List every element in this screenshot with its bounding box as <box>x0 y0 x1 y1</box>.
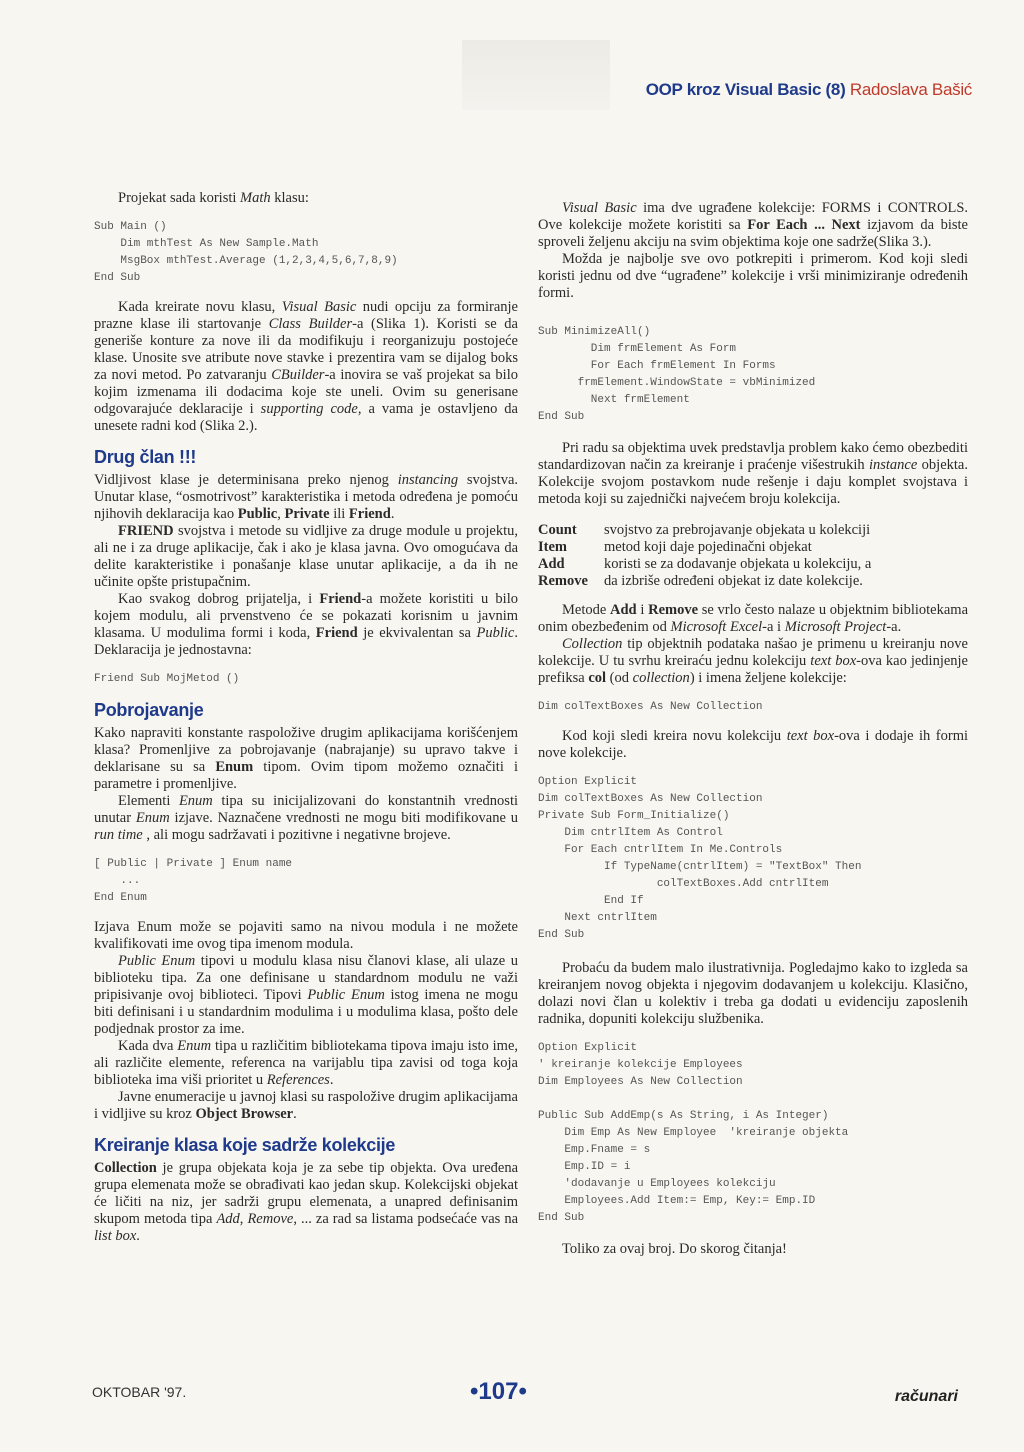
paragraph: Možda je najbolje sve ovo potkrepiti i primerom. Kod koji sledi koristi jednu od dve “ugrađene” kolekcije i vrši minimiziranje određenih formi. <box>538 251 968 301</box>
code-enum: [ Public | Private ] Enum name ... End Enum <box>94 858 293 904</box>
def-desc: metod koji daje pojedinačni objekat <box>604 539 812 555</box>
paragraph: Pri radu sa objektima uvek predstavlja problem kako ćemo obezbediti standardizovan način za kreiranje i praćenje višestrukih instance objekta. Kolekcije svojom postavkom nude rešenje i daju komplet svojstava i metoda koji su zajednički najvećem broju kolekcija. <box>538 440 968 507</box>
code-add-employee: Option Explicit ' kreiranje kolekcije Employees Dim Employees As New Collection Public Sub AddEmp(s As String, i As Integer) Dim Emp As New Employee 'kreiranje objekta Emp.Fname = s Emp.ID = i 'dodavanje u Employees kolekciju Employees.Add Item:= Emp, Key:= Emp.ID End Sub <box>538 1042 849 1224</box>
paragraph: Collection je grupa objekata koja je za sebe tip objekta. Ova uređena grupa elemenata može se obrađivati kao jedan skup. Kolekcijski objekat će ličiti na niz, jer sadrži grupu elemenata, a unapred definisanim skupom metoda tipa Add, Remove, ... za rad sa listama podsećaće vas na list box. <box>94 1160 519 1244</box>
issue-date: OKTOBAR '97. <box>92 1384 187 1400</box>
left-column <box>94 190 518 1245</box>
page-header <box>646 80 972 100</box>
faint-header-image <box>462 40 610 110</box>
closing-paragraph: Toliko za ovaj broj. Do skorog čitanja! <box>562 1241 787 1257</box>
def-desc: koristi se za dodavanje objekata u kolekciju, a <box>604 556 872 572</box>
section-heading-drug-clan: Drug član !!! <box>94 447 197 467</box>
page-number: •107• <box>470 1378 527 1405</box>
code-friend-sub: Friend Sub MojMetod () <box>94 673 240 685</box>
def-term: Count <box>538 522 577 538</box>
def-term: Add <box>538 556 565 572</box>
paragraph: Probaću da budem malo ilustrativnija. Pogledajmo kako to izgleda sa kreiranjem novog objekta i njegovim dodavanjem u kolekciju. Klasično, dolazi novi član u kolektiv i treba ga dodati u evidenciju zaposlenih radnika, dopuniti kolekciju službenika. <box>538 960 968 1027</box>
def-desc: da izbriše određeni objekat iz date kolekcije. <box>604 573 863 589</box>
paragraph: Collection tip objektnih podataka našao je primenu u kreiranju nove kolekcije. U tu svrhu kreiraću jednu kolekciju text box-ova kao jedinjenje prefiksa col (od collection) i imena željene kolekcije: <box>538 636 968 686</box>
paragraph: Visual Basic ima dve ugrađene kolekcije: FORMS i CONTROLS. Ove kolekcije možete koristiti sa For Each ... Next izjavom da biste sproveli željenu akciju na svim objektima koje one sadrže(Slika 3.). <box>538 200 969 250</box>
author-name: Radoslava Bašić <box>849 80 972 99</box>
magazine-name: računari <box>894 1388 958 1405</box>
section-heading-kolekcije: Kreiranje klasa koje sadrže kolekcije <box>94 1135 396 1155</box>
paragraph: Izjava Enum može se pojaviti samo na nivou modula i ne možete kvalifikovati ime ovog tipa imenom modula. <box>94 919 518 952</box>
paragraph: Kada dva Enum tipa u različitim bibliotekama tipova imaju isto ime, ali različite elemente, referenca na varijablu tipa zavisi od toga koja biblioteka ima viši prioritet u References. <box>94 1038 518 1088</box>
code-dim-collection: Dim colTextBoxes As New Collection <box>538 701 763 713</box>
def-term: Remove <box>538 573 588 589</box>
code-sub-main: Sub Main () Dim mthTest As New Sample.Math MsgBox mthTest.Average (1,2,3,4,5,6,7,8,9) End Sub <box>94 221 398 284</box>
paragraph: Kao svakog dobrog prijatelja, i Friend-a možete koristiti u bilo kojem modulu, ali prvenstveno će se pokazati korisnim u javnim klasama. U modulima formi i koda, Friend je ekvivalentan sa Public. Deklaracija je jednostavna: <box>94 591 518 658</box>
series-title: OOP kroz Visual Basic (8) <box>645 80 846 99</box>
paragraph: Kod koji sledi kreira novu kolekciju text box-ova i dodaje ih formi nove kolekcije. <box>538 728 968 761</box>
code-form-initialize: Option Explicit Dim colTextBoxes As New Collection Private Sub Form_Initialize() Dim cntrlItem As Control For Each cntrlItem In Me.Controls If TypeName(cntrlItem) = "TextBox" Then colTextBoxes.Add cntrlItem End If Next cntrlItem End Sub <box>538 776 862 941</box>
section-heading-pobrojavanje: Pobrojavanje <box>94 700 204 720</box>
def-term: Item <box>538 539 567 555</box>
paragraph: Kada kreirate novu klasu, Visual Basic nudi opciju za formiranje prazne klase ili startovanje Class Builder-a (Slika 1). Koristi se da generiše konture za nove ili da modifikuju i reorganizuju postojeće klase. Unosite sve atribute nove stavke i prezentira vam se dijalog boks za novi metod. Po zatvaranju CBuilder-a inovira se vaš projekat sa bilo kojim izmenama ili dodacima koje ste uneli. Ovim su generisane odgovarajuće deklaracije i supporting code, a vama je ostavljeno da unesete radni kod (Slika 2.). <box>94 299 518 434</box>
paragraph: Elementi Enum tipa su inicijalizovani do konstantnih vrednosti unutar Enum izjave. Naznačene vrednosti ne mogu biti modifikovane u run time , ali mogu sadržavati i pozitivne i negativne brojeve. <box>94 793 518 843</box>
intro-paragraph: Projekat sada koristi Math klasu: <box>118 190 309 206</box>
paragraph: Kako napraviti konstante raspoložive drugim aplikacijama korišćenjem klasa? Promenljive za pobrojavanje (nabrajanje) su upravo takve i deklarisane su sa Enum tipom. Ovim tipom možemo označiti i parametre i promenljive. <box>94 725 518 792</box>
collection-members-list <box>538 522 968 590</box>
right-column <box>538 200 968 1258</box>
paragraph: Javne enumeracije u javnoj klasi su raspoložive drugim aplikacijama i vidljive su kroz Object Browser. <box>94 1089 518 1122</box>
paragraph: Metode Add i Remove se vrlo često nalaze u objektnim bibliotekama onim obezbeđenim od Microsoft Excel-a i Microsoft Project-a. <box>538 602 969 635</box>
paragraph: Vidljivost klase je determinisana preko njenog instancing svojstva. Unutar klase, “osmotrivost” karakteristika i metoda određena je pomoću njihovih deklaracija kao Public, Private ili Friend. <box>94 472 519 522</box>
paragraph: Public Enum tipovi u modulu klasa nisu članovi klase, ali ulaze u biblioteku tipa. Za one definisane u standardnom modulu ne važi pripisivanje ovoj biblioteci. Tipovi Public Enum istog imena ne mogu biti definisani i u standardnim modulima i u modulima klasa, pošto dele podjednak prostor za ime. <box>94 953 519 1037</box>
paragraph: FRIEND svojstva i metode su vidljive za druge module u projektu, ali ne i za druge aplikacije, čak i ako je klasa javna. Ovo omogućava da delite karakteristike i ponašanje klase unutar aplikacije, a da ih ne učinite opšte pristupačnim. <box>94 523 518 590</box>
code-minimize-all: Sub MinimizeAll() Dim frmElement As Form For Each frmElement In Forms frmElement.WindowState = vbMinimized Next frmElement End Sub <box>538 326 816 423</box>
def-desc: svojstvo za prebrojavanje objekata u kolekciji <box>604 522 871 538</box>
